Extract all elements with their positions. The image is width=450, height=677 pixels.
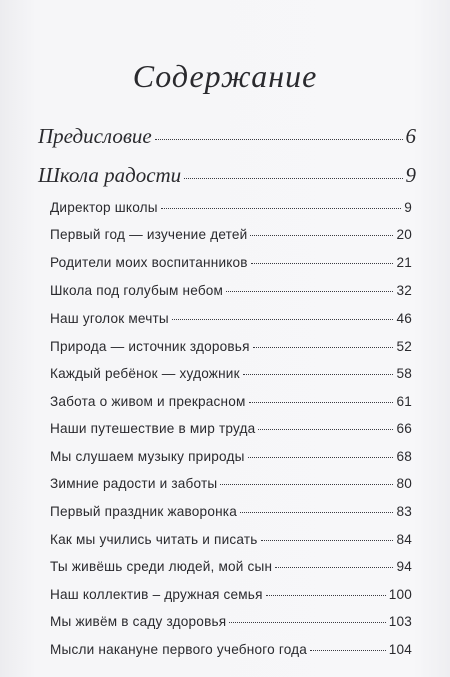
dot-leader [229,622,385,623]
toc-item [50,504,412,519]
dot-leader [251,263,394,264]
toc-item [50,421,412,436]
toc-item-page: 61 [396,394,412,409]
toc-item-label: Каждый ребёнок — художник [50,366,240,381]
toc-section-label: Предисловие [38,124,152,148]
toc-item-label: Первый год — изучение детей [50,227,248,242]
toc-item-page: 52 [396,339,412,354]
toc-item-label: Ты живёшь среди людей, мой сын [50,559,273,574]
toc-item-label: Природа — источник здоровья [50,339,250,354]
toc-item [50,449,412,464]
dot-leader [226,291,393,292]
toc-item-label: Первый праздник жаворонка [50,504,237,519]
dot-leader [240,512,393,513]
dot-leader [275,567,393,568]
toc-section [38,163,416,188]
dot-leader [250,235,393,236]
toc-item [50,311,412,326]
toc-item-label: Наши путешествие в мир труда [50,421,256,436]
toc-item-page: 100 [388,587,412,602]
toc-item-page: 58 [396,366,412,381]
toc-item-label: Наш уголок мечты [50,311,169,326]
toc-item [50,366,412,381]
toc-item [50,227,412,242]
toc-item-label: Школа под голубым небом [50,283,224,298]
toc-item [50,339,412,354]
dot-leader [184,178,402,179]
dot-leader [249,402,394,403]
toc-item [50,532,412,547]
toc-section [38,124,416,149]
toc-section-page: 6 [405,124,416,148]
toc-item [50,559,412,574]
toc-item-label: Мы живём в саду здоровья [50,614,227,629]
dot-leader [261,540,394,541]
toc-item-page: 66 [396,421,412,436]
toc-item-label: Забота о живом и прекрасном [50,394,246,409]
toc-item-label: Мы слушаем музыку природы [50,449,245,464]
page-title: Содержание [132,58,318,94]
toc-item [50,476,412,491]
toc-item-page: 46 [396,311,412,326]
dot-leader [243,374,394,375]
toc-item [50,614,412,629]
toc-item-page: 32 [396,283,412,298]
toc-item-page: 68 [396,449,412,464]
toc-item-page: 104 [388,642,412,657]
toc-item-label: Наш коллектив – дружная семья [50,587,263,602]
toc-item-page: 84 [396,532,412,547]
toc-item-label: Директор школы [50,200,158,215]
toc-item-label: Зимние радости и заботы [50,476,218,491]
toc-item-label: Мысли накануне первого учебного года [50,642,308,657]
toc-item [50,200,412,215]
toc-item [50,587,412,602]
dot-leader [248,457,394,458]
dot-leader [155,139,403,140]
toc-item-page: 9 [404,200,412,215]
toc-item-page: 94 [396,559,412,574]
dot-leader [172,319,394,320]
toc-item [50,394,412,409]
toc-item [50,255,412,270]
toc-item [50,283,412,298]
dot-leader [253,347,394,348]
toc-item-page: 83 [396,504,412,519]
toc-item-label: Как мы учились читать и писать [50,532,258,547]
dot-leader [310,650,386,651]
toc-item-page: 21 [396,255,412,270]
toc-section-page: 9 [405,163,416,187]
toc-item-page: 80 [396,476,412,491]
toc-item-label: Родители моих воспитанников [50,255,248,270]
dot-leader [266,595,386,596]
toc-section-label: Школа радости [38,163,182,187]
toc-item [50,642,412,657]
toc-item-page: 103 [388,614,412,629]
dot-leader [258,429,393,430]
toc-item-page: 20 [396,227,412,242]
dot-leader [161,208,401,209]
dot-leader [220,484,393,485]
